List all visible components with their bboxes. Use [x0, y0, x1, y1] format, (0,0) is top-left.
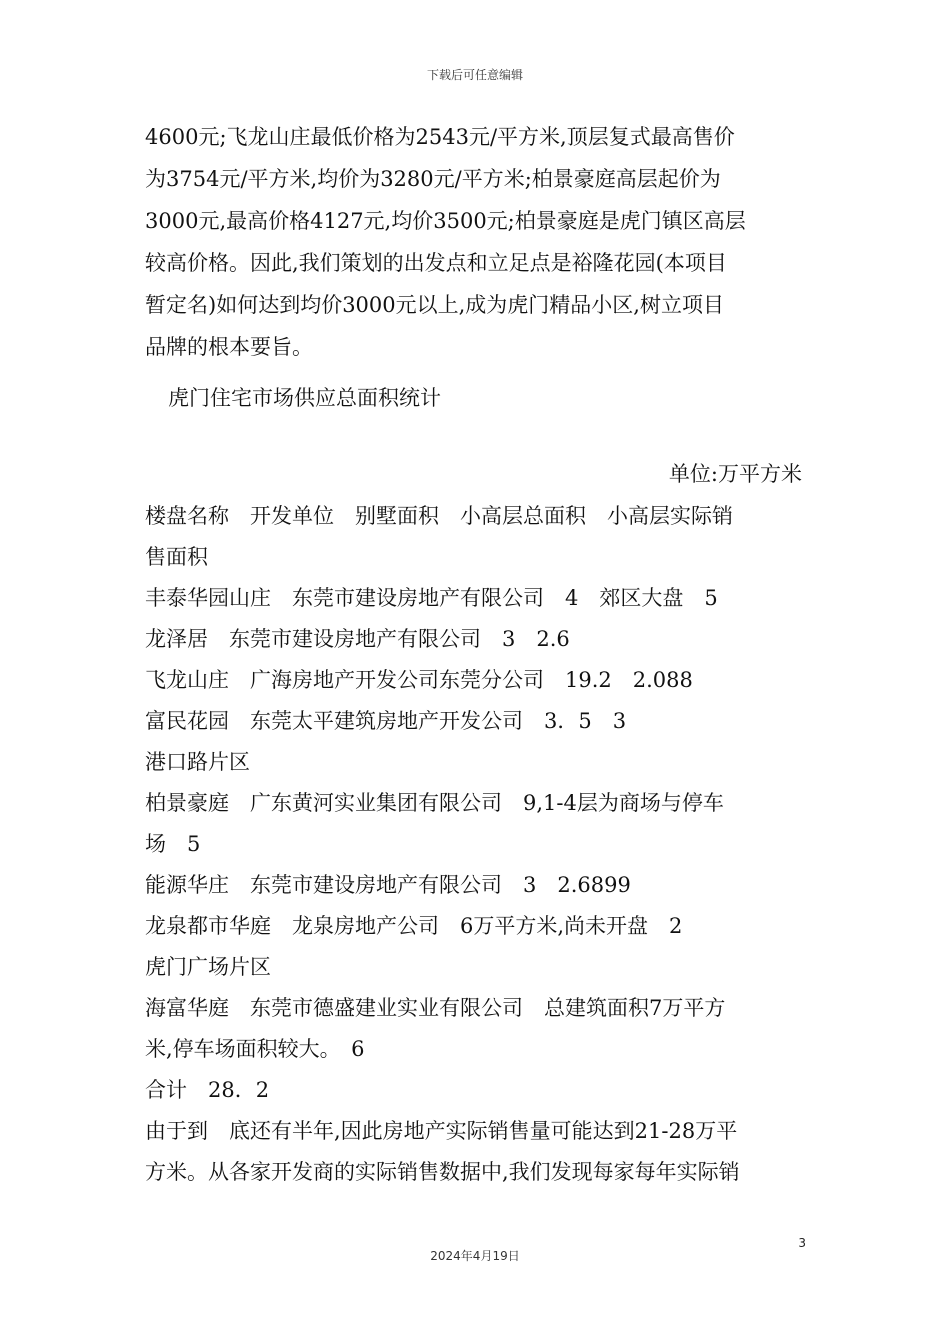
- page-header: 下载后可任意编辑: [426, 68, 523, 82]
- table-line: 能源华庄 东莞市建设房地产有限公司 3 2.6899: [145, 873, 631, 897]
- unit-label: 单位:万平方米: [668, 462, 802, 486]
- table-line: 海富华庭 东莞市德盛建业实业有限公司 总建筑面积7万平方: [145, 996, 726, 1020]
- table-line: 方米。从各家开发商的实际销售数据中,我们发现每家每年实际销: [145, 1160, 740, 1184]
- intro-line: 为3754元/平方米,均价为3280元/平方米;柏景豪庭高层起价为: [145, 167, 721, 191]
- table-line: 售面积: [145, 545, 208, 569]
- table-line: 虎门广场片区: [145, 955, 271, 979]
- table-line: 楼盘名称 开发单位 别墅面积 小高层总面积 小高层实际销: [145, 504, 733, 528]
- intro-line: 3000元,最高价格4127元,均价3500元;柏景豪庭是虎门镇区高层: [145, 209, 746, 233]
- page-number: 3: [798, 1236, 806, 1250]
- table-line: 米,停车场面积较大。 6: [145, 1037, 365, 1061]
- table-line: 由于到 底还有半年,因此房地产实际销售量可能达到21-28万平: [145, 1119, 738, 1143]
- table-line: 合计 28．2: [145, 1078, 270, 1102]
- table-line: 龙泉都市华庭 龙泉房地产公司 6万平方米,尚未开盘 2: [145, 914, 683, 938]
- table-line: 龙泽居 东莞市建设房地产有限公司 3 2.6: [145, 627, 570, 651]
- table-line: 场 5: [145, 832, 201, 856]
- page-footer-date: 2024年4月19日: [430, 1249, 520, 1263]
- intro-line: 较高价格。因此,我们策划的出发点和立足点是裕隆花园(本项目: [145, 251, 727, 275]
- intro-line: 暂定名)如何达到均价3000元以上,成为虎门精品小区,树立项目: [145, 293, 724, 317]
- intro-line: 品牌的根本要旨。: [145, 335, 313, 359]
- table-line: 港口路片区: [145, 750, 250, 774]
- table-line: 丰泰华园山庄 东莞市建设房地产有限公司 4 郊区大盘 5: [145, 586, 718, 610]
- table-line: 飞龙山庄 广海房地产开发公司东莞分公司 19.2 2.088: [145, 668, 693, 692]
- intro-line: 4600元;飞龙山庄最低价格为2543元/平方米,顶层复式最高售价: [145, 125, 735, 149]
- table-line: 富民花园 东莞太平建筑房地产开发公司 3．5 3: [145, 709, 627, 733]
- table-line: 柏景豪庭 广东黄河实业集团有限公司 9,1-4层为商场与停车: [145, 791, 724, 815]
- section-title: 虎门住宅市场供应总面积统计: [168, 386, 441, 410]
